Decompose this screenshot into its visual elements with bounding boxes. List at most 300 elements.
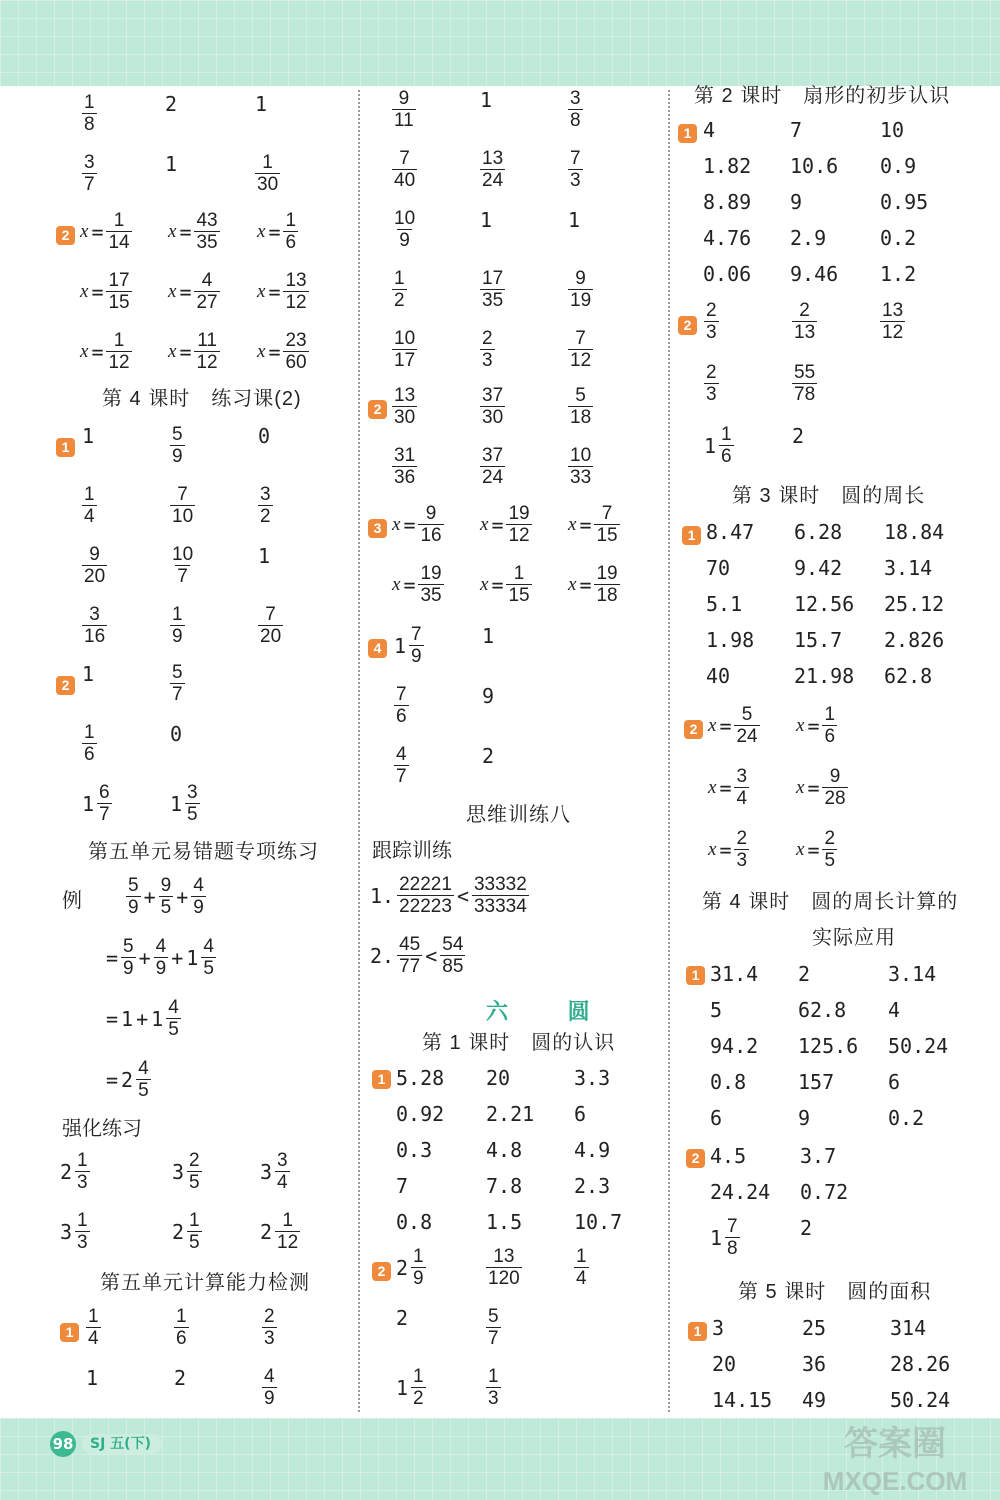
denominator: 9 (264, 1388, 275, 1409)
denominator: 14 (108, 232, 130, 253)
section-title: 第 5 课时 圆的面积 (738, 1281, 932, 1303)
denominator: 8 (84, 114, 95, 135)
denominator: 7 (99, 804, 110, 825)
value-text: 1 (258, 544, 271, 568)
answer-value (258, 484, 273, 527)
equation-answer (392, 503, 444, 546)
value-text: 4 (888, 998, 901, 1022)
denominator: 5 (187, 804, 198, 825)
fraction (283, 210, 298, 253)
fraction (82, 722, 97, 765)
value-text: 2 (260, 1219, 273, 1244)
question-number-badge: 2 (56, 676, 75, 695)
fraction (170, 484, 195, 527)
fraction (392, 148, 417, 191)
numerator: 2 (706, 362, 717, 383)
denominator: 30 (257, 174, 279, 195)
equals-sign: = (91, 339, 104, 364)
equation-answer (708, 766, 749, 809)
value-text: 62.8 (798, 998, 847, 1022)
fraction (82, 604, 107, 647)
answer-value (568, 268, 593, 311)
variable-x: x (257, 340, 266, 362)
denominator: 5 (138, 1080, 149, 1101)
value-text: 2 (396, 1255, 409, 1280)
numerator: 1 (113, 210, 125, 231)
denominator: 15 (108, 292, 130, 313)
value-text: 8.89 (703, 190, 752, 214)
answer-value (703, 226, 751, 250)
denominator: 6 (721, 446, 732, 467)
numerator: 4 (168, 997, 179, 1018)
value-text: 157 (798, 1070, 835, 1094)
denominator: 9 (128, 897, 139, 918)
equals-sign: = (403, 572, 416, 597)
section-title: 第 4 课时 圆的周长计算的 (702, 891, 959, 913)
denominator: 3 (264, 1328, 275, 1349)
value-text: 2 (172, 1219, 185, 1244)
answer-value (884, 592, 944, 616)
fraction (258, 604, 283, 647)
equation-answer (257, 210, 298, 253)
value-text: 2 (482, 744, 495, 768)
equation-answer (708, 704, 760, 747)
denominator: 4 (84, 506, 95, 527)
math-text: + (138, 945, 151, 970)
value-text: 25.12 (884, 592, 945, 616)
answer-value (283, 210, 298, 253)
numerator: 13 (482, 148, 504, 169)
fraction (258, 484, 273, 527)
numerator: 54 (442, 934, 464, 955)
denominator: 16 (420, 525, 442, 546)
denominator: 4 (88, 1328, 99, 1349)
comparison (370, 874, 529, 917)
denominator: 6 (84, 744, 95, 765)
fraction (275, 1150, 290, 1193)
numerator: 5 (575, 385, 586, 406)
question-number-badge: 3 (368, 519, 387, 538)
numerator: 1 (84, 92, 95, 113)
question-number-badge: 2 (368, 400, 387, 419)
numerator: 5 (128, 875, 139, 896)
fraction (440, 934, 465, 977)
denominator: 28 (824, 788, 846, 809)
fraction (170, 424, 185, 467)
value-text: 1 (482, 624, 495, 648)
value-text: 2.3 (574, 1174, 611, 1198)
denominator: 9 (123, 958, 134, 979)
denominator: 35 (196, 232, 218, 253)
variable-x: x (568, 573, 577, 595)
fraction (397, 934, 422, 977)
value-text: 2.9 (790, 226, 827, 250)
answer-value (704, 362, 719, 405)
answer-value (704, 424, 734, 467)
numerator: 7 (265, 604, 276, 625)
value-text: 1 (396, 1375, 409, 1400)
value-text: 4.8 (486, 1138, 523, 1162)
denominator: 8 (570, 110, 581, 131)
answer-value (86, 1366, 98, 1390)
numerator: 3 (570, 88, 581, 109)
answer-value (888, 1034, 948, 1058)
fraction (82, 92, 97, 135)
practice-label: 跟踪训练 (372, 838, 452, 862)
denominator: 9 (172, 446, 183, 467)
answer-value (568, 148, 583, 191)
answer-value (194, 270, 219, 313)
value-text: 9.42 (794, 556, 843, 580)
fraction (409, 624, 424, 667)
answer-value (480, 328, 495, 371)
numerator: 9 (575, 268, 586, 289)
equation-answer (257, 330, 309, 373)
answer-value (106, 270, 131, 313)
fraction (725, 1216, 740, 1259)
numerator: 4 (201, 270, 213, 291)
section-title: 第 4 课时 练习课(2) (102, 388, 302, 410)
numerator: 1 (84, 722, 95, 743)
numerator: 45 (399, 934, 421, 955)
numerator: 10 (394, 208, 416, 229)
value-text: 25 (802, 1316, 827, 1340)
value-text: 3.14 (888, 962, 937, 986)
denominator: 4 (576, 1268, 587, 1289)
math-text: + (143, 884, 156, 909)
answer-value (172, 1150, 202, 1193)
fraction (82, 152, 97, 195)
answer-value (888, 998, 900, 1022)
denominator: 15 (596, 525, 618, 546)
equation-answer (568, 503, 620, 546)
denominator: 7 (84, 174, 95, 195)
answer-value (170, 782, 200, 825)
denominator: 60 (285, 352, 307, 373)
fraction (283, 330, 308, 373)
answer-value (86, 1306, 101, 1349)
equals-sign: = (807, 775, 820, 800)
fraction (121, 936, 136, 979)
numerator: 13 (394, 385, 416, 406)
answer-value (396, 1210, 432, 1234)
value-text: 1 (82, 791, 95, 816)
denominator: 6 (824, 726, 836, 747)
answer-value (574, 1174, 610, 1198)
value-text: 1 (704, 433, 717, 458)
numerator: 4 (138, 1058, 149, 1079)
answer-value (710, 1070, 746, 1094)
answer-value (172, 1210, 202, 1253)
numerator: 1 (189, 1210, 200, 1231)
fraction (480, 268, 505, 311)
answer-value (703, 118, 715, 142)
numerator: 7 (570, 148, 581, 169)
numerator: 2 (482, 328, 493, 349)
answer-value (712, 1388, 772, 1412)
answer-value (486, 1066, 510, 1090)
equation-answer (168, 210, 220, 253)
value-text: 4.5 (710, 1144, 747, 1168)
equals-sign: = (719, 713, 732, 738)
value-text: 1 (710, 1225, 723, 1250)
fraction (480, 445, 505, 488)
denominator: 18 (596, 585, 618, 606)
numerator: 4 (264, 1366, 275, 1387)
answer-value (283, 330, 308, 373)
value-text: 2 (165, 92, 178, 116)
equals-sign: = (579, 512, 592, 537)
numerator: 7 (411, 624, 422, 645)
denominator: 6 (396, 706, 407, 727)
equals-sign: = (719, 837, 732, 862)
value-text: 9.46 (790, 262, 839, 286)
answer-value (574, 1066, 610, 1090)
numerator: 1 (413, 1246, 424, 1267)
variable-x: x (480, 513, 489, 535)
practice-label: 强化练习 (62, 1116, 142, 1140)
value-text: 3 (172, 1159, 185, 1184)
numerator: 10 (570, 445, 592, 466)
numerator: 3 (736, 766, 748, 787)
answer-value (480, 445, 505, 488)
question-number-badge: 2 (56, 226, 75, 245)
numerator: 1 (413, 1366, 424, 1387)
answer-value (710, 1106, 722, 1130)
fraction (75, 1210, 90, 1253)
denominator: 3 (77, 1172, 88, 1193)
denominator: 2 (260, 506, 271, 527)
value-text: 18.84 (884, 520, 945, 544)
equals-sign: = (91, 279, 104, 304)
numerator: 5 (172, 662, 183, 683)
answer-value (394, 744, 409, 787)
denominator: 10 (172, 506, 194, 527)
answer-value (480, 385, 505, 428)
top-band (0, 0, 1000, 86)
value-text: 1 (165, 152, 178, 176)
equation-answer (80, 330, 132, 373)
value-text: 20 (486, 1066, 511, 1090)
fraction (82, 544, 107, 587)
answer-value (165, 152, 177, 176)
answer-value (706, 592, 742, 616)
fraction (75, 1150, 90, 1193)
answer-value (480, 208, 492, 232)
variable-x: x (392, 513, 401, 535)
denominator: 35 (420, 585, 442, 606)
value-text: 10.6 (790, 154, 839, 178)
fraction (480, 385, 505, 428)
equation-answer (796, 766, 848, 809)
fraction (392, 445, 417, 488)
value-text: 9 (790, 190, 803, 214)
fraction (201, 936, 216, 979)
answer-value (794, 664, 854, 688)
answer-value (710, 1034, 758, 1058)
fraction (568, 328, 593, 371)
item-number: 2. (370, 943, 395, 968)
denominator: 24 (482, 467, 504, 488)
denominator: 4 (736, 788, 748, 809)
fraction (136, 1058, 151, 1101)
comparison-sign: < (425, 943, 438, 968)
denominator: 12 (508, 525, 530, 546)
numerator: 3 (84, 152, 95, 173)
fraction (480, 148, 505, 191)
question-number-badge: 1 (682, 526, 701, 545)
answer-value (594, 563, 619, 606)
fraction (392, 88, 416, 131)
answer-value (255, 92, 267, 116)
answer-value (792, 362, 817, 405)
denominator: 27 (196, 292, 218, 313)
fraction (574, 1246, 589, 1289)
fraction (82, 484, 97, 527)
numerator: 1 (513, 563, 525, 584)
answer-value (798, 998, 846, 1022)
question-number-badge: 2 (686, 1149, 705, 1168)
fraction (704, 362, 719, 405)
answer-value (884, 664, 932, 688)
fraction (191, 875, 206, 918)
denominator: 11 (394, 110, 414, 131)
answer-value (790, 190, 802, 214)
answer-value (396, 1246, 426, 1289)
fraction (106, 210, 131, 253)
answer-value (800, 1216, 812, 1240)
numerator: 6 (99, 782, 110, 803)
numerator: 7 (727, 1216, 738, 1237)
denominator: 85 (442, 956, 464, 977)
value-text: 15.7 (794, 628, 843, 652)
answer-value (255, 152, 280, 195)
answer-value (703, 190, 751, 214)
equals-sign: = (268, 339, 281, 364)
answer-value (794, 628, 842, 652)
answer-value (794, 592, 854, 616)
numerator: 37 (482, 445, 504, 466)
answer-value (704, 300, 719, 343)
value-text: 36 (802, 1352, 827, 1376)
answer-value (396, 1174, 408, 1198)
item-number: 1. (370, 883, 395, 908)
answer-value (482, 744, 494, 768)
equation-answer (392, 563, 444, 606)
answer-value (706, 628, 754, 652)
value-text: 10 (880, 118, 905, 142)
value-text: 0.9 (880, 154, 917, 178)
fraction (411, 1366, 426, 1409)
answer-value (60, 1150, 90, 1193)
fraction (86, 1306, 101, 1349)
fraction (480, 328, 495, 371)
denominator: 5 (824, 850, 836, 871)
variable-x: x (796, 714, 805, 736)
value-text: 2 (800, 1216, 813, 1240)
denominator: 78 (794, 384, 816, 405)
value-text: 62.8 (884, 664, 933, 688)
value-text: 24.24 (710, 1180, 771, 1204)
numerator: 7 (396, 684, 407, 705)
answer-value (734, 704, 759, 747)
numerator: 2 (736, 828, 748, 849)
fraction (170, 604, 185, 647)
answer-value (880, 118, 904, 142)
answer-value (165, 92, 177, 116)
fraction (397, 874, 454, 917)
value-text: 1.2 (880, 262, 917, 286)
question-number-badge: 1 (56, 438, 75, 457)
denominator: 7 (396, 766, 407, 787)
answer-value (480, 88, 492, 112)
value-text: 0.92 (396, 1102, 445, 1126)
denominator: 30 (394, 407, 416, 428)
answer-value (888, 962, 936, 986)
answer-value (174, 1366, 186, 1390)
comparison (370, 934, 465, 977)
equation-answer (257, 270, 309, 313)
answer-value (106, 210, 131, 253)
value-text: 1 (86, 1366, 99, 1390)
value-text: 0.3 (396, 1138, 433, 1162)
denominator: 3 (77, 1232, 88, 1253)
value-text: 8.47 (706, 520, 755, 544)
answer-value (262, 1366, 277, 1409)
equals-sign: = (807, 713, 820, 738)
value-text: 94.2 (710, 1034, 759, 1058)
value-text: 0.72 (800, 1180, 849, 1204)
denominator: 7 (172, 684, 183, 705)
numerator: 2 (824, 828, 836, 849)
equals-sign: = (91, 219, 104, 244)
equals-sign: = (268, 219, 281, 244)
equation-answer (168, 270, 220, 313)
fraction (170, 544, 195, 587)
fraction (170, 662, 185, 705)
value-text: 4.9 (574, 1138, 611, 1162)
value-text: 6 (574, 1102, 587, 1126)
numerator: 2 (264, 1306, 275, 1327)
numerator: 13 (493, 1246, 515, 1267)
numerator: 1 (172, 604, 183, 625)
answer-value (822, 704, 837, 747)
answer-value (703, 262, 751, 286)
variable-x: x (480, 573, 489, 595)
answer-value (734, 766, 749, 809)
numerator: 43 (196, 210, 218, 231)
answer-value (800, 1144, 836, 1168)
value-text: 6 (710, 1106, 723, 1130)
fraction (506, 563, 531, 606)
value-text: 314 (890, 1316, 927, 1340)
denominator: 9 (399, 230, 410, 251)
answer-value (880, 190, 928, 214)
value-text: 6.28 (794, 520, 843, 544)
watermark-logo (800, 1420, 990, 1495)
numerator: 4 (396, 744, 407, 765)
numerator: 1 (88, 1306, 99, 1327)
fraction (283, 270, 308, 313)
fraction (486, 1366, 501, 1409)
numerator: 7 (601, 503, 613, 524)
denominator: 3 (736, 850, 748, 871)
answer-value (884, 520, 944, 544)
value-text: 50.24 (888, 1034, 949, 1058)
numerator: 7 (177, 484, 188, 505)
numerator: 1 (488, 1366, 499, 1387)
value-text: 3 (60, 1219, 73, 1244)
